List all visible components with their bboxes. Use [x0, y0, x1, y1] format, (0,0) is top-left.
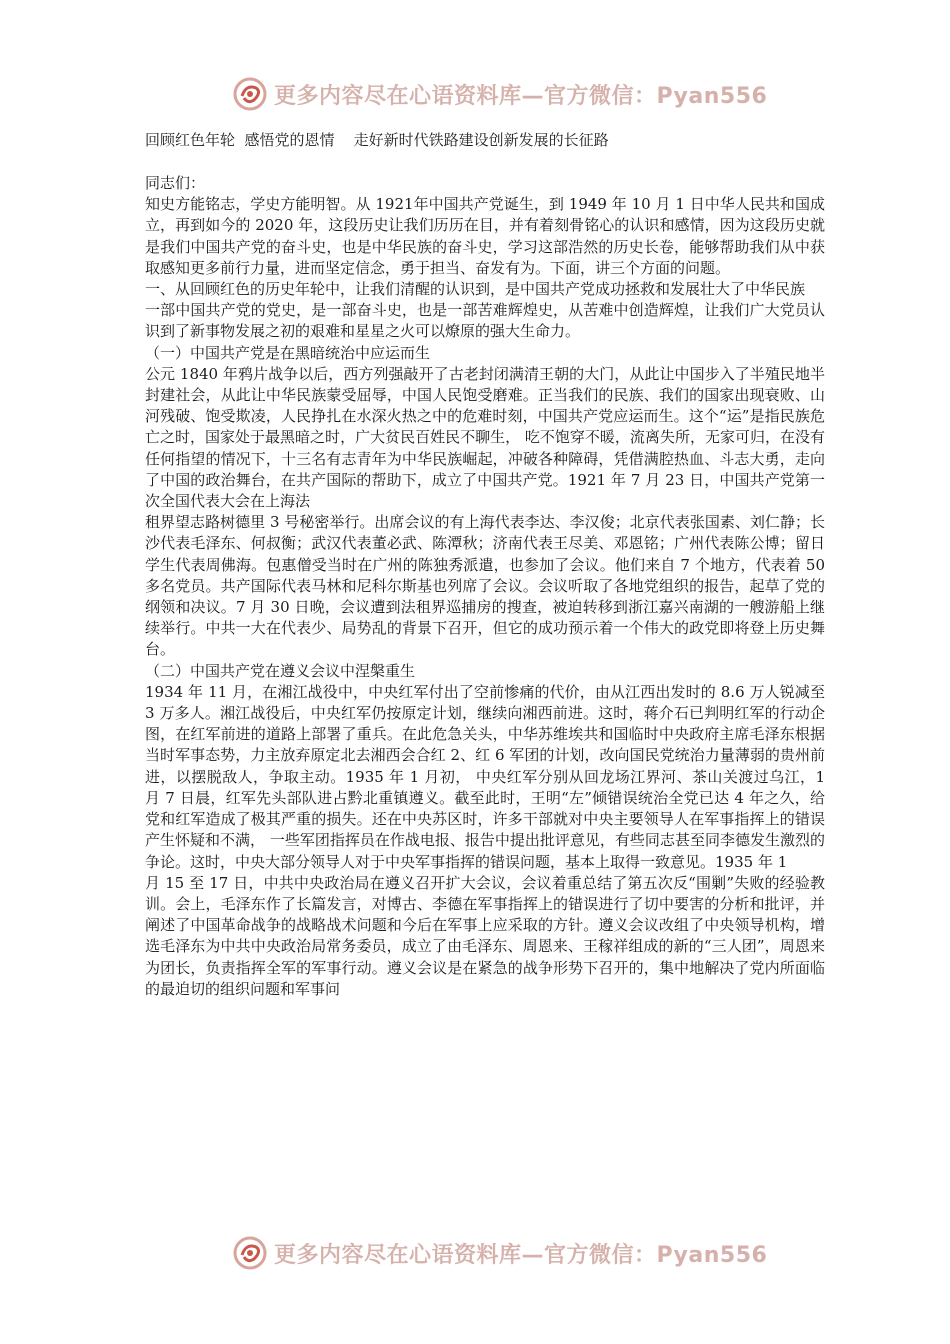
watermark-banner-bottom	[232, 1233, 767, 1273]
swirl-logo-icon	[232, 76, 268, 112]
section-1-intro: 一部中国共产党的党史，是一部奋斗史，也是一部苦难辉煌史，从苦难中创造辉煌，让我们广大党员认识到了新事物发展之初的艰难和星星之火可以燎原的强大生命力。	[145, 301, 825, 341]
watermark-text: 更多内容尽在心语资料库—官方微信：Pyan556	[274, 1242, 768, 1268]
subsection-2-paragraph-1: 1934 年 11 月，在湘江战役中，中央红军付出了空前惨痛的代价，由从江西出发时的 8.6 万人锐减至 3 万多人。湘江战役后，中央红军仍按原定计划，继续向湘西前进。这时，蒋介石已判明红军的行动企图，在红军前进的道路上部署了重兵。在此危急关头，中华苏维埃共和国临时中央政府主席毛泽东根据当时军事态势，力主放弃原定北去湘西会合红 2、红 6 军团的计划，改向国民党统治力量薄弱的贵州前进，以摆脱敌人，争取主动。1935 年 1 月初， 中央红军分别从回龙场江界河、茶山关渡过乌江，1 月 7 日晨，红军先头部队进占黔北重镇遵义。截至此时，王明“左”倾错误统治全党已达 4 年之久，给党和红军造成了极其严重的损失。还在中央苏区时，许多干部就对中央主要领导人在军事指挥上的错误产生怀疑和不满， 一些军团指挥员在作战电报、报告中提出批评意见，有些同志甚至同李德发生激烈的争论。这时，中央大部分领导人对于中央军事指挥的错误问题，基本上取得一致意见。1935 年 1	[145, 682, 825, 871]
intro-paragraph: 知史方能铭志，学史方能明智。从 1921年中国共产党诞生，到 1949 年 10 月 1 日中华人民共和国成立，再到如今的 2020 年，这段历史让我们历历在目，并有着刻骨铭心的认识和感情，因为这段历史就是我们中国共产党的奋斗史，也是中华民族的奋斗史，学习这部浩然的历史长卷，能够帮助我们从中获取感知更多前行力量，进而坚定信念，勇于担当、奋发有为。下面，讲三个方面的问题。	[145, 195, 825, 277]
subsection-1-heading: （一）中国共产党是在黑暗统治中应运而生	[145, 343, 431, 362]
document-body	[145, 130, 825, 1000]
subsection-1-paragraph-1: 公元 1840 年鸦片战争以后，西方列强敲开了古老封闭满清王朝的大门，从此让中国步入了半殖民地半封建社会，从此让中华民族蒙受屈辱，中国人民饱受磨难。正当我们的民族、我们的国家出现衰败、山河残破、饱受欺凌，人民挣扎在水深火热之中的危难时刻，中国共产党应运而生。这个“运”是指民族危亡之时，国家处于最黑暗之时，广大贫民百姓民不聊生， 吃不饱穿不暖，流离失所，无家可归，在没有任何指望的情况下，十三名有志青年为中华民族崛起，冲破各种障碍，凭借满腔热血、斗志大勇，走向了中国的政治舞台，在共产国际的帮助下，成立了中国共产党。1921 年 7 月 23 日，中国共产党第一次全国代表大会在上海法	[145, 364, 825, 511]
salutation: 同志们：	[145, 174, 206, 192]
subsection-1-paragraph-2: 租界望志路树德里 3 号秘密举行。出席会议的有上海代表李达、李汉俊；北京代表张国素、刘仁静；长沙代表毛泽东、何叔衡；武汉代表董必武、陈潭秋；济南代表王尽美、邓恩铭；广州代表陈公博；留日学生代表周佛海。包惠僧受当时在广州的陈独秀派遣，也参加了会议。他们来自 7 个地方，代表着 50 多名党员。共产国际代表马林和尼科尔斯基也列席了会议。会议听取了各地党组织的报告，起草了党的纲领和决议。7 月 30 日晚，会议遭到法租界巡捕房的搜查，被迫转移到浙江嘉兴南湖的一艘游船上继续举行。中共一大在代表少、局势乱的背景下召开，但它的成功预示着一个伟大的政党即将登上历史舞台。	[145, 513, 825, 659]
subsection-2-paragraph-2: 月 15 至 17 日，中共中央政治局在遵义召开扩大会议，会议着重总结了第五次反“围剿”失败的经验教训。会上，毛泽东作了长篇发言，对博古、李德在军事指挥上的错误进行了切中要害的分析和批评，并阐述了中国革命战争的战略战术问题和今后在军事上应采取的方针。遵义会议改组了中央领导机构，增选毛泽东为中共中央政治局常务委员，成立了由毛泽东、周恩来、王稼祥组成的新的“三人团”，周恩来为团长，负责指挥全军的军事行动。遵义会议是在紧急的战争形势下召开的，集中地解决了党内所面临的最迫切的组织问题和军事问	[145, 873, 825, 998]
section-1-heading: 一、从回顾红色的历史年轮中，让我们清醒的认识到，是中国共产党成功拯救和发展壮大了中华民族	[145, 280, 806, 299]
watermark-banner-top	[232, 74, 767, 114]
watermark-text: 更多内容尽在心语资料库—官方微信：Pyan556	[274, 83, 768, 109]
subsection-2-heading: （二）中国共产党在遵义会议中涅槃重生	[145, 661, 416, 680]
swirl-logo-icon	[232, 1235, 268, 1271]
document-title: 回顾红色年轮 感悟党的恩情 走好新时代铁路建设创新发展的长征路	[145, 131, 609, 149]
